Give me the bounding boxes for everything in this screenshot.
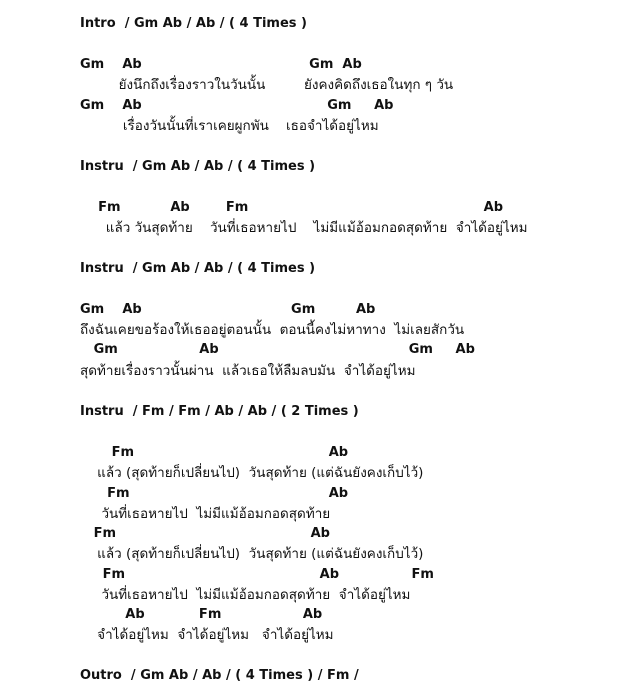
verse2-chords-1: Gm Ab Gm Ab: [80, 302, 376, 317]
outro-line: Outro / Gm Ab / Ab / ( 4 Times ) / Fm /: [80, 668, 359, 683]
chorus1-lyrics-1: แล้ว วันสุดท้าย วันที่เธอหายไป ไม่มีแม้อ้อมกอดสุดท้าย จำได้อยู่ไหม: [80, 220, 528, 236]
instru-line-2: Instru / Gm Ab / Ab / ( 4 Times ): [80, 261, 316, 276]
instru-line-1: Instru / Gm Ab / Ab / ( 4 Times ): [80, 159, 316, 174]
chorus2-lyrics-4: วันที่เธอหายไป ไม่มีแม้อ้อมกอดสุดท้าย จำได้อยู่ไหม: [80, 587, 411, 603]
chorus2-chords-1: Fm Ab: [80, 445, 349, 460]
verse1-lyrics-2: เรื่องวันนั้นที่เราเคยผูกพัน เธอจำได้อยู่ไหม: [80, 118, 379, 134]
chorus2-lyrics-1: แล้ว (สุดท้ายก็เปลี่ยนไป) วันสุดท้าย (แต่ฉันยังคงเก็บไว้): [80, 465, 424, 481]
verse2-chords-2: Gm Ab Gm Ab: [80, 342, 475, 357]
instru-line-3: Instru / Fm / Fm / Ab / Ab / ( 2 Times ): [80, 404, 359, 419]
verse2-lyrics-1: ถึงฉันเคยขอร้องให้เธออยู่ตอนนั้น ตอนนี้คงไม่หาทาง ไม่เลยสักวัน: [80, 322, 465, 338]
chorus2-chords-5: Ab Fm Ab: [80, 607, 323, 622]
verse2-lyrics-2: สุดท้ายเรื่องราวนั้นผ่าน แล้วเธอให้ลืมลบมัน จำได้อยู่ไหม: [80, 363, 416, 379]
verse1-chords-1: Gm Ab Gm Ab: [80, 57, 362, 72]
chorus2-chords-4: Fm Ab Fm: [80, 567, 434, 582]
verse1-chords-2: Gm Ab Gm Ab: [80, 98, 394, 113]
intro-line: Intro / Gm Ab / Ab / ( 4 Times ): [80, 16, 307, 31]
chorus2-lyrics-5: จำได้อยู่ไหม จำได้อยู่ไหม จำได้อยู่ไหม: [80, 627, 334, 643]
chorus2-chords-2: Fm Ab: [80, 486, 349, 501]
verse1-lyrics-1: ยังนึกถึงเรื่องราวในวันนั้น ยังคงคิดถึงเธอในทุก ๆ วัน: [80, 77, 454, 93]
chorus2-chords-3: Fm Ab: [80, 526, 330, 541]
chorus2-lyrics-2: วันที่เธอหายไป ไม่มีแม้อ้อมกอดสุดท้าย: [80, 506, 331, 522]
chorus1-chords-1: Fm Ab Fm Ab: [80, 200, 504, 215]
chorus2-lyrics-3: แล้ว (สุดท้ายก็เปลี่ยนไป) วันสุดท้าย (แต่ฉันยังคงเก็บไว้): [80, 546, 424, 562]
